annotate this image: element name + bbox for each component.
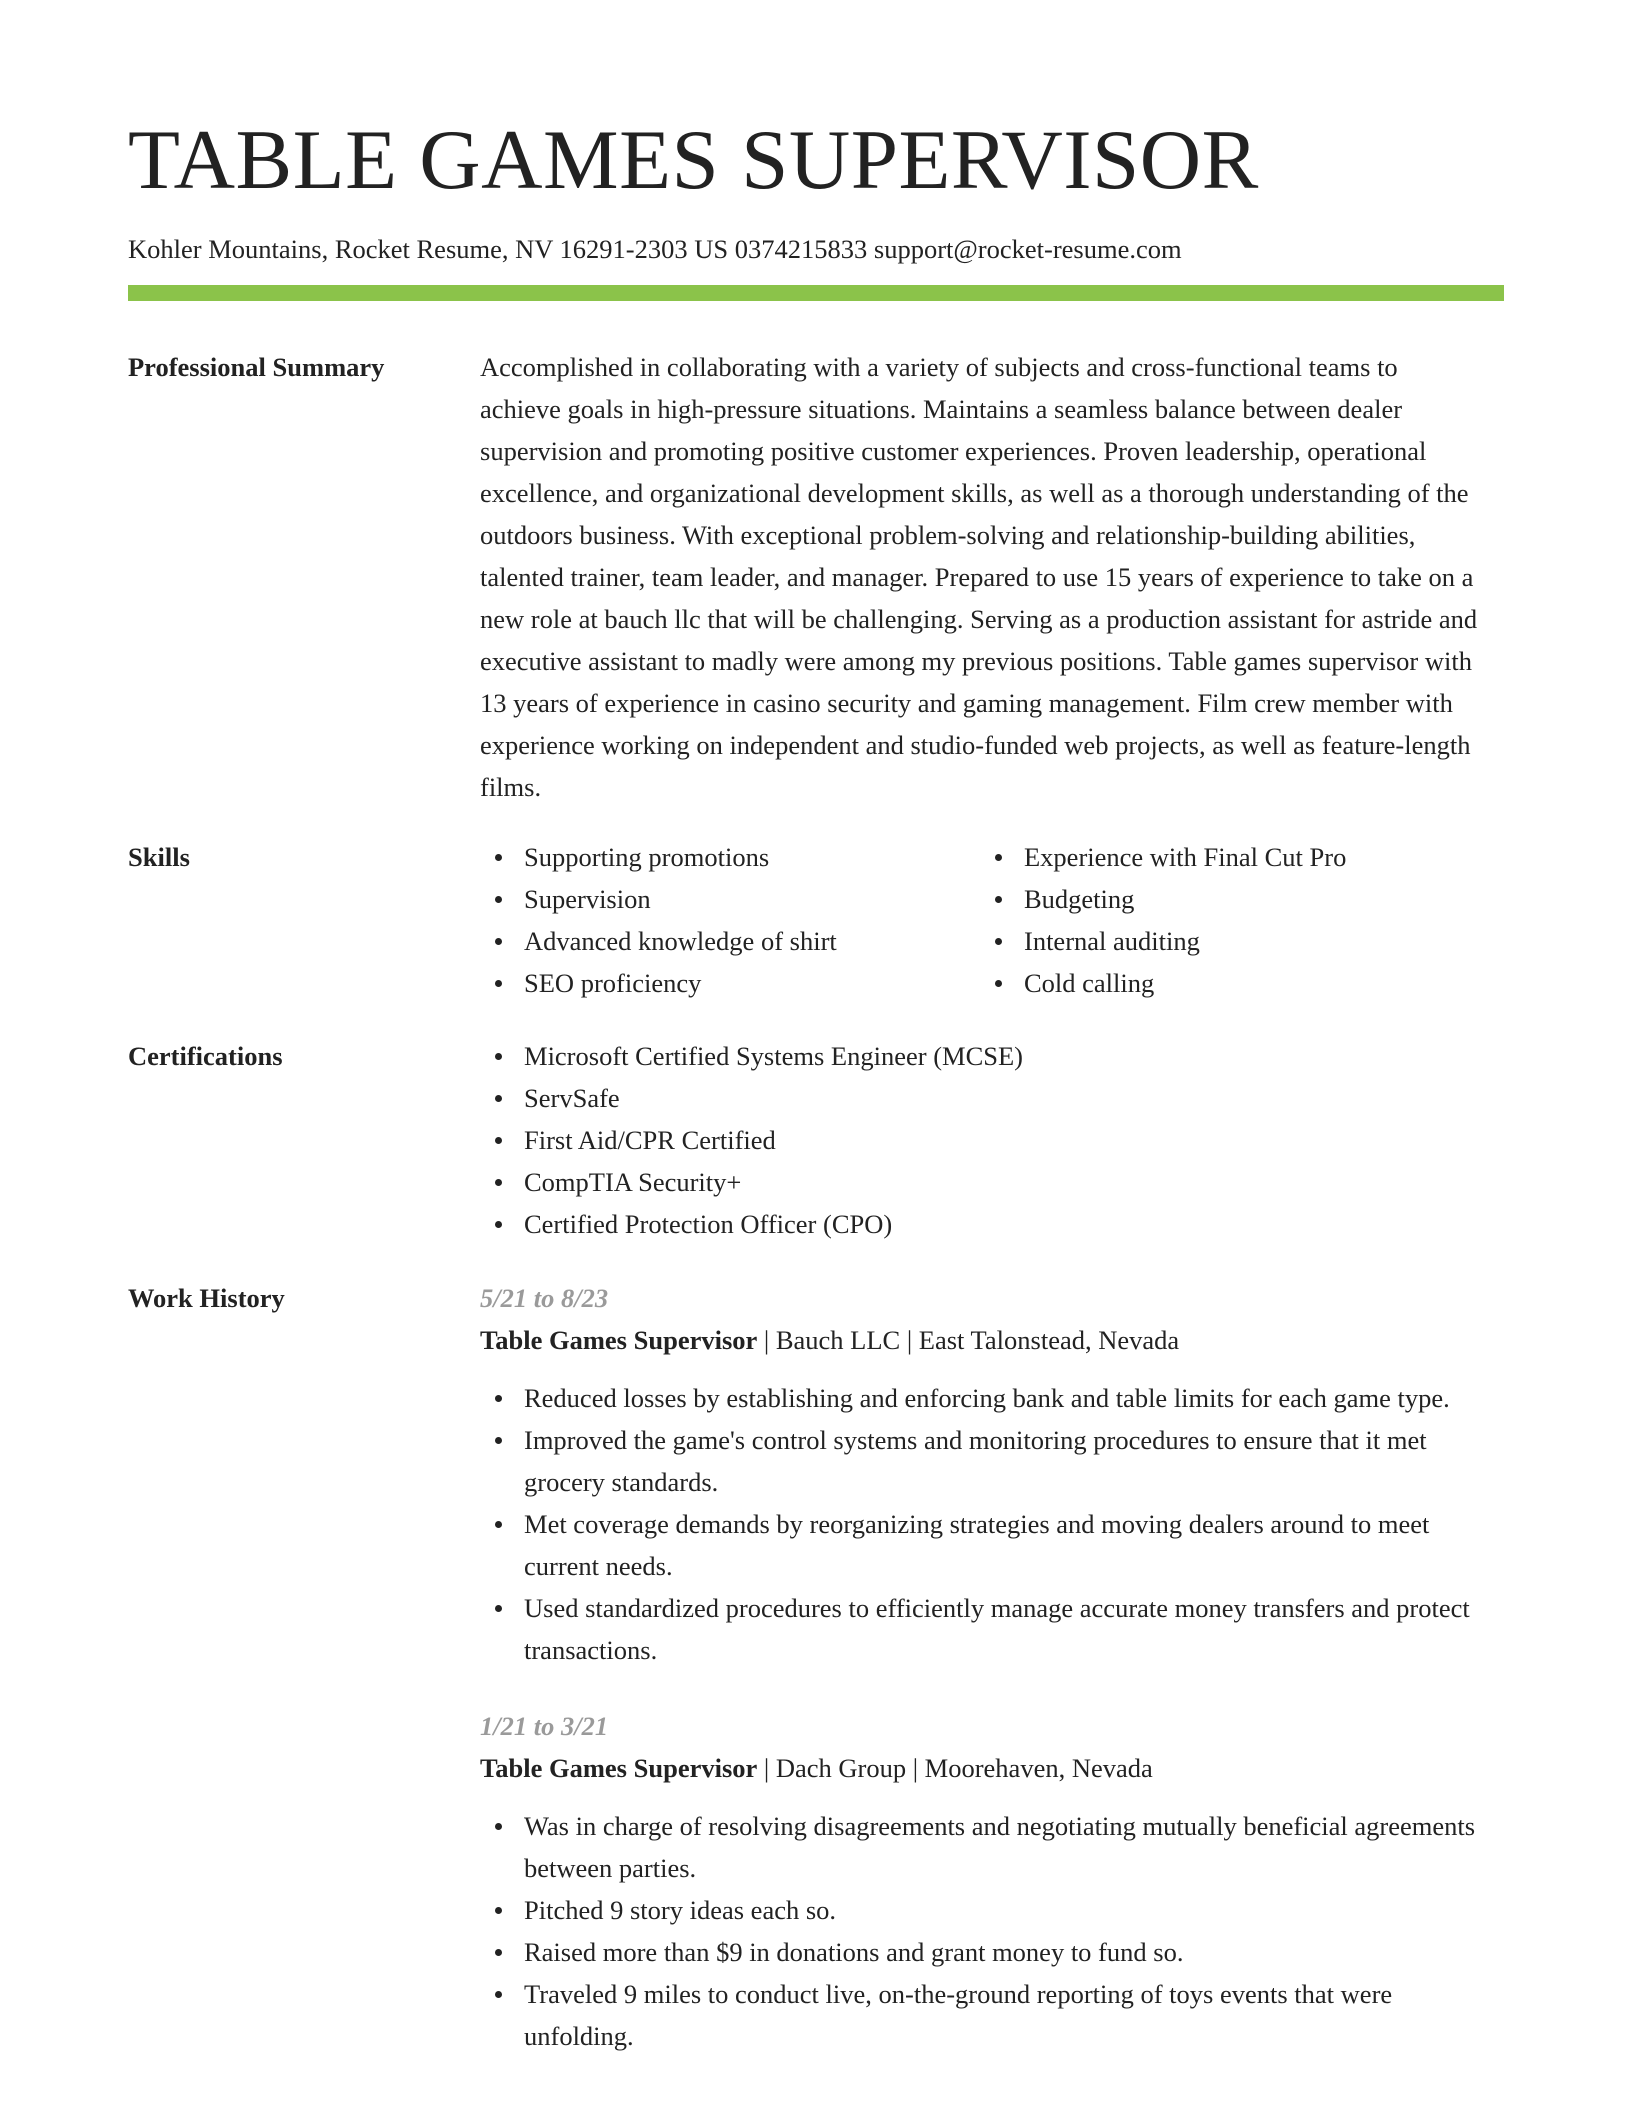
skill-item: Budgeting [1024, 878, 1480, 920]
certification-item: Certified Protection Officer (CPO) [524, 1203, 1480, 1245]
certification-item: Microsoft Certified Systems Engineer (MCSE) [524, 1035, 1480, 1077]
skill-item: Cold calling [1024, 962, 1480, 1004]
skill-item: SEO proficiency [524, 962, 980, 1004]
skills-list-right [980, 836, 1480, 1004]
job-bullet: Met coverage demands by reorganizing strategies and moving dealers around to meet current needs. [524, 1503, 1480, 1587]
section-label-certifications: Certifications [128, 1041, 283, 1071]
skill-item: Supervision [524, 878, 980, 920]
job-bullet: Raised more than $9 in donations and grant money to fund so. [524, 1931, 1480, 1973]
contact-line: Kohler Mountains, Rocket Resume, NV 16291-2303 US 0374215833 support@rocket-resume.com [128, 234, 1182, 264]
job-entry [480, 1277, 1480, 1671]
skills-column-right [980, 836, 1480, 1004]
skill-item: Supporting promotions [524, 836, 980, 878]
skills-body [480, 836, 1480, 1004]
skills-column-left [480, 836, 980, 1004]
skill-item: Experience with Final Cut Pro [1024, 836, 1480, 878]
header-divider [128, 285, 1504, 301]
job-title: Table Games Supervisor [480, 1325, 758, 1355]
summary-body [480, 346, 1480, 808]
section-label-work-history: Work History [128, 1283, 285, 1313]
job-company-location: | Bauch LLC | East Talonstead, Nevada [757, 1325, 1180, 1355]
certification-item: CompTIA Security+ [524, 1161, 1480, 1203]
job-dates: 1/21 to 3/21 [480, 1711, 609, 1741]
section-label-skills: Skills [128, 842, 190, 872]
job-bullet: Was in charge of resolving disagreements and negotiating mutually beneficial agreements between parties. [524, 1805, 1480, 1889]
certification-item: First Aid/CPR Certified [524, 1119, 1480, 1161]
summary-text: Accomplished in collaborating with a variety of subjects and cross-functional teams to achieve goals in high-pressure situations. Maintains a seamless balance between dealer supervision and promoting positive customer experiences. Proven leadership, operational excellence, and organizational development skills, as well as a thorough understanding of the outdoors business. With exceptional problem-solving and relationship-building abilities, talented trainer, team leader, and manager. Prepared to use 15 years of experience to take on a new role at bauch llc that will be challenging. Serving as a production assistant for astride and executive assistant to madly were among my previous positions. Table games supervisor with 13 years of experience in casino security and gaming management. Film crew member with experience working on independent and studio-funded web projects, as well as feature-length films. [480, 352, 1478, 802]
work-history-body [480, 1277, 1480, 2091]
job-bullet: Reduced losses by establishing and enforcing bank and table limits for each game type. [524, 1377, 1480, 1419]
skills-grid [480, 836, 1480, 1004]
job-heading [480, 1747, 1480, 1789]
job-bullets [480, 1377, 1480, 1671]
skill-item: Advanced knowledge of shirt [524, 920, 980, 962]
job-bullet: Used standardized procedures to efficiently manage accurate money transfers and protect transactions. [524, 1587, 1480, 1671]
skills-list-left [480, 836, 980, 1004]
job-company-location: | Dach Group | Moorehaven, Nevada [757, 1753, 1153, 1783]
skill-item: Internal auditing [1024, 920, 1480, 962]
job-bullet: Improved the game's control systems and monitoring procedures to ensure that it met grocery standards. [524, 1419, 1480, 1503]
job-bullets [480, 1805, 1480, 2057]
job-heading [480, 1319, 1480, 1361]
job-bullet: Pitched 9 story ideas each so. [524, 1889, 1480, 1931]
certifications-list [480, 1035, 1480, 1245]
job-bullet: Traveled 9 miles to conduct live, on-the-ground reporting of toys events that were unfolding. [524, 1973, 1480, 2057]
certifications-body [480, 1035, 1480, 1245]
section-label-summary: Professional Summary [128, 352, 385, 382]
job-title: Table Games Supervisor [480, 1753, 758, 1783]
job-entry [480, 1705, 1480, 2057]
resume-title: TABLE GAMES SUPERVISOR [128, 113, 1259, 207]
job-dates: 5/21 to 8/23 [480, 1283, 609, 1313]
certification-item: ServSafe [524, 1077, 1480, 1119]
